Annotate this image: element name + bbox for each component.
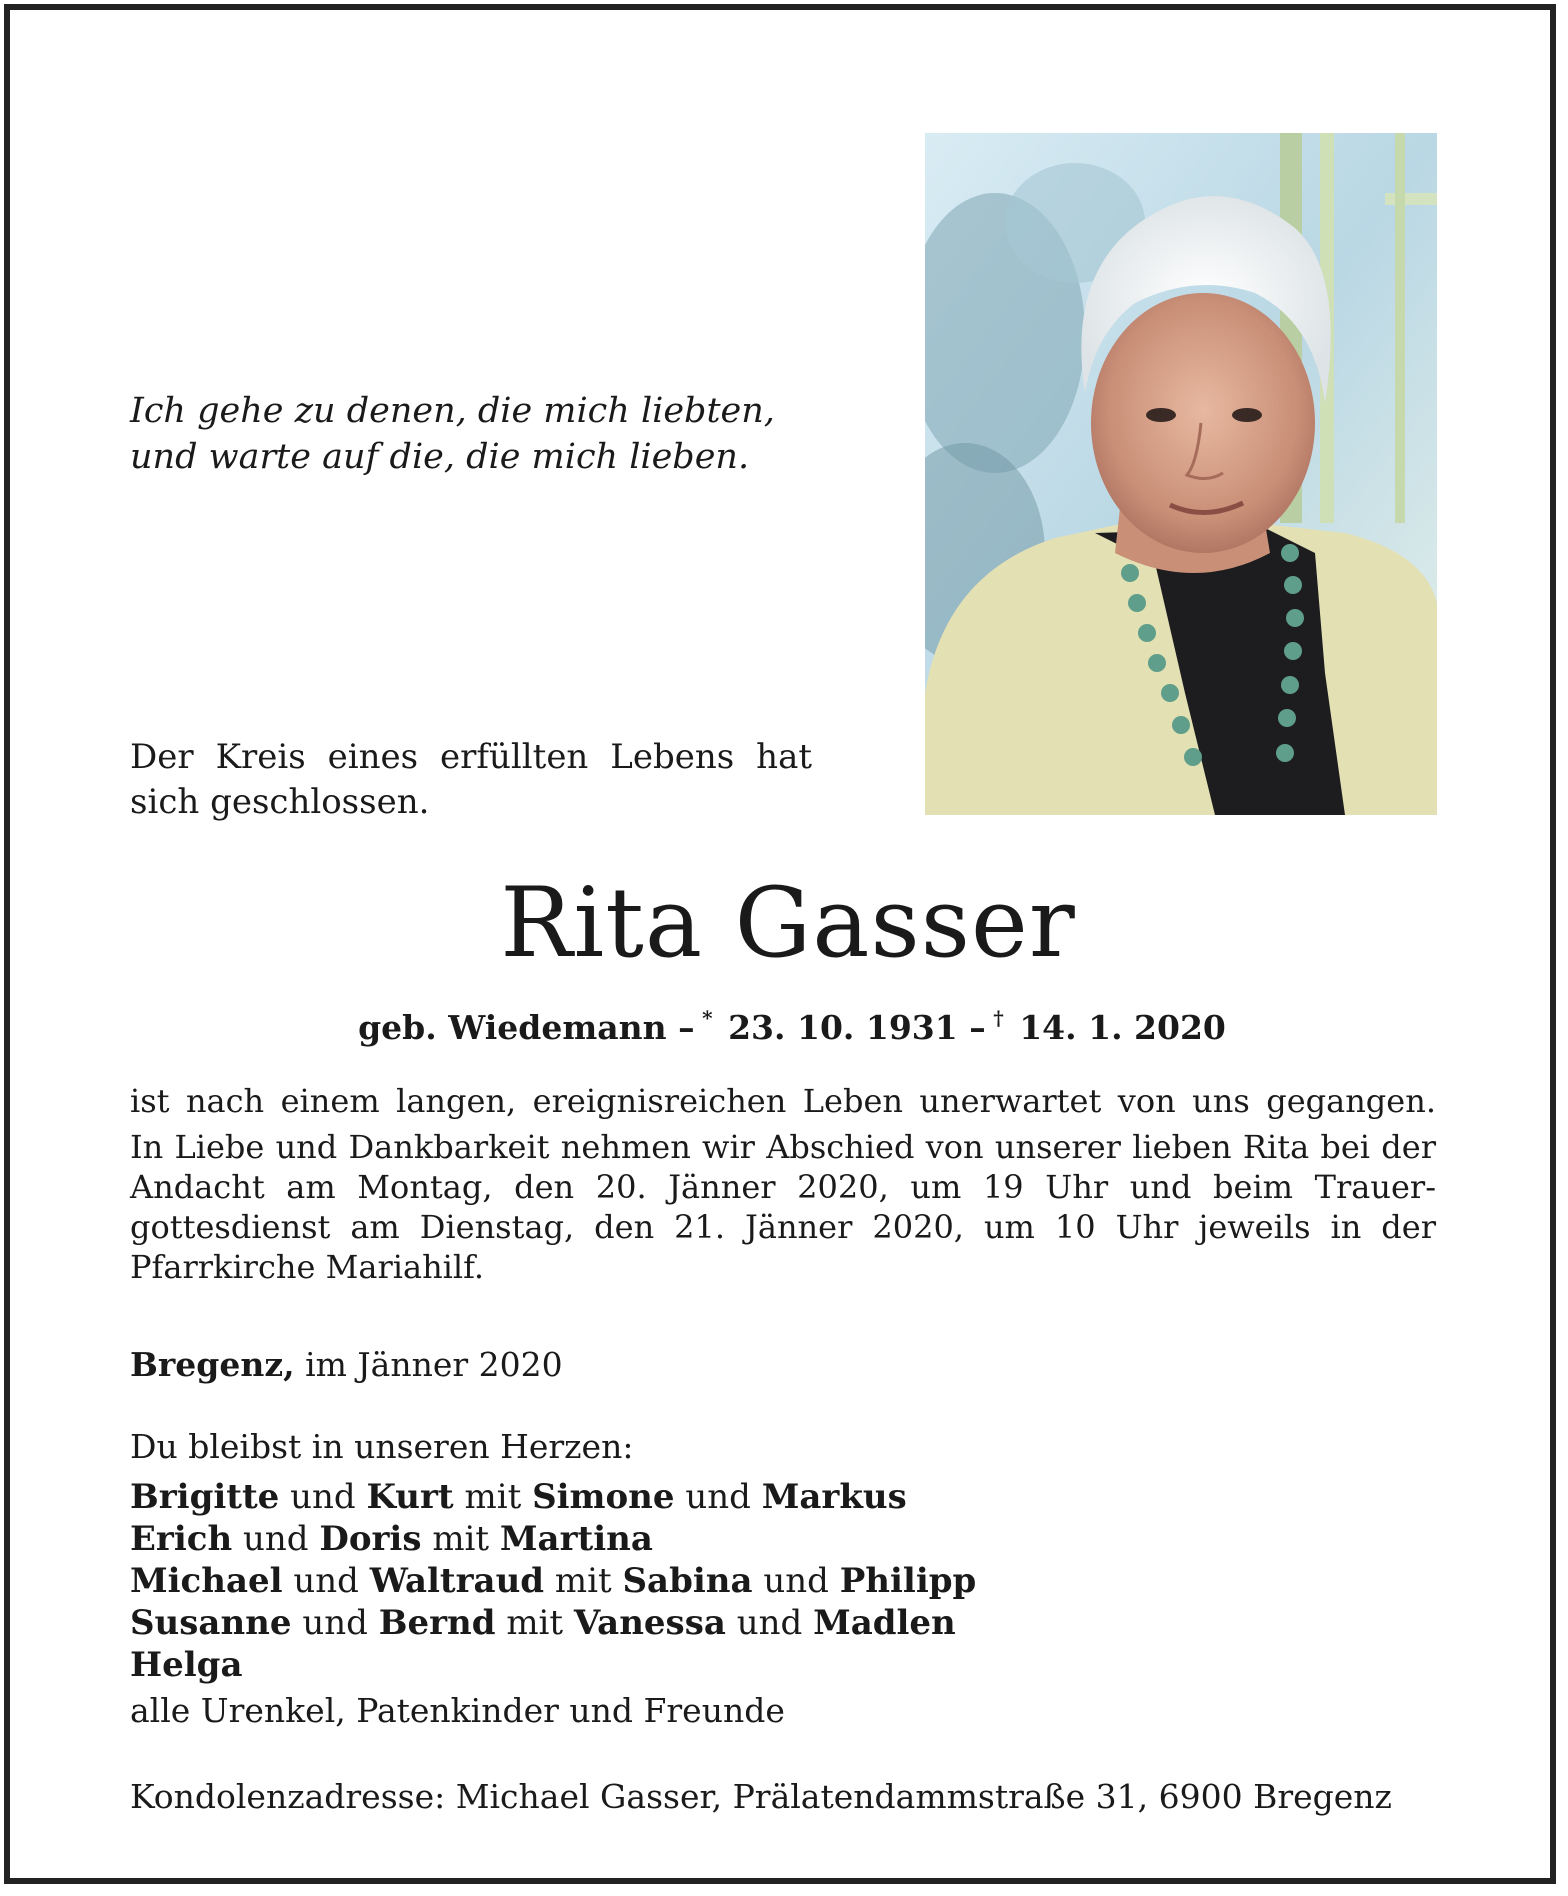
motto-line-1: Ich gehe zu denen, die mich liebten, [130, 391, 775, 431]
condolence-address: Kondolenzadresse: Michael Gasser, Prälatendammstraße 31, 6900 Bregenz [130, 1777, 1392, 1816]
mourner-name: Michael [130, 1561, 283, 1601]
birth-date: 23. 10. 1931 [728, 1008, 958, 1047]
motto-quote [130, 388, 830, 480]
maiden-name: geb. Wiedemann [358, 1008, 667, 1047]
mourner-name: Erich [130, 1519, 233, 1559]
place-date-line [130, 1343, 563, 1387]
body-paragraph-1: ist nach einem langen, ereignisreichen Leben unerwartet von uns gegangen. [130, 1082, 1436, 1120]
mourner-name: Vanessa [573, 1603, 726, 1643]
mourner-connector: mit [432, 1519, 490, 1559]
mourner-name: Martina [499, 1519, 653, 1559]
body-paragraph-2: In Liebe und Dankbarkeit nehmen wir Abschied von unserer lieben Rita bei der Andacht am Montag, den 20. Jänner 2020, um 19 Uhr und beim Trauergottesdienst am Dienstag, den 21. Jänner 2020, um 10 Uhr jeweils in der Pfarrkirche Mariahilf. [130, 1128, 1436, 1286]
mourner-connector: und [685, 1477, 751, 1517]
mourner-connector: und [302, 1603, 368, 1643]
death-cross-icon: † [993, 1006, 1004, 1030]
mourner-name: Helga [130, 1645, 243, 1685]
mourner-connector: mit [506, 1603, 564, 1643]
mourner-connector: und [290, 1477, 356, 1517]
mourner-name: Bernd [378, 1603, 496, 1643]
portrait-photo [925, 133, 1437, 815]
dash-1: – [678, 1008, 695, 1047]
mourner-name: Simone [532, 1477, 675, 1517]
place-date: im Jänner 2020 [305, 1345, 563, 1384]
closing-line: alle Urenkel, Patenkinder und Freunde [130, 1691, 785, 1730]
mourner-name: Philipp [839, 1561, 977, 1601]
mourner-name: Doris [319, 1519, 422, 1559]
mourner-connector: und [763, 1561, 829, 1601]
deceased-name [0, 868, 1568, 978]
birth-star-icon: * [702, 1006, 713, 1030]
mourner-row [130, 1476, 1230, 1518]
mourner-row [130, 1644, 1230, 1686]
mourner-connector: und [736, 1603, 803, 1643]
death-date: 14. 1. 2020 [1019, 1008, 1226, 1047]
heart-line: Du bleibst in unseren Herzen: [130, 1427, 634, 1466]
deceased-name-text: Rita Gasser [500, 867, 1076, 979]
dash-2: – [969, 1008, 986, 1047]
life-dates [0, 996, 1568, 1050]
mourner-connector: und [293, 1561, 359, 1601]
mourner-name: Kurt [366, 1477, 454, 1517]
mourners-list [130, 1476, 1230, 1686]
mourner-name: Sabina [622, 1561, 753, 1601]
mourner-connector: und [242, 1519, 309, 1559]
announcement-body [130, 1081, 1436, 1287]
mourner-row [130, 1518, 1230, 1560]
mourner-row [130, 1602, 1230, 1644]
mourner-connector: mit [554, 1561, 612, 1601]
intro-text: Der Kreis eines erfüllten Lebens hat sich geschlossen. [130, 737, 812, 822]
mourner-name: Brigitte [130, 1477, 280, 1517]
mourner-name: Susanne [130, 1603, 292, 1643]
mourner-row [130, 1560, 1230, 1602]
mourner-name: Waltraud [369, 1561, 545, 1601]
mourner-connector: mit [464, 1477, 522, 1517]
motto-line-2: und warte auf die, die mich lieben. [130, 437, 750, 477]
mourner-name: Madlen [813, 1603, 956, 1643]
place-city: Bregenz, [130, 1345, 295, 1384]
mourner-name: Markus [761, 1477, 907, 1517]
